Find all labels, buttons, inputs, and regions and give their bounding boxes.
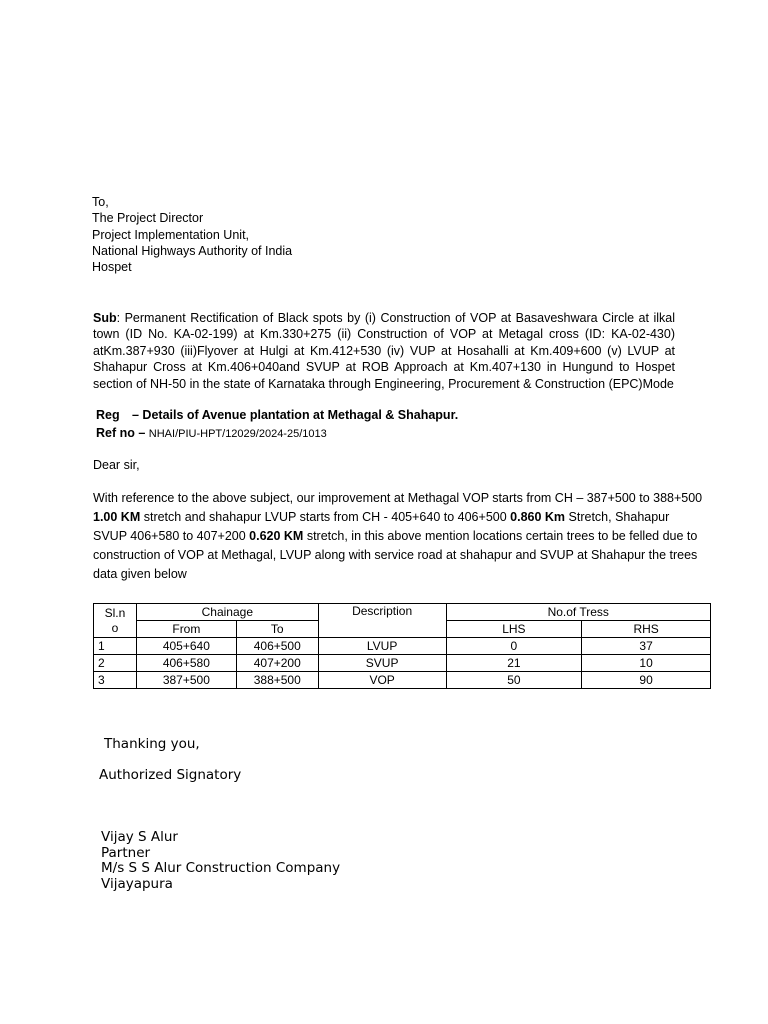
- reg-label: Reg: [96, 408, 120, 422]
- body-bold-1: 1.00 KM: [93, 510, 141, 524]
- header-chainage: Chainage: [136, 604, 318, 621]
- cell-desc: VOP: [318, 672, 446, 689]
- cell-rhs: 10: [582, 655, 711, 672]
- cell-to: 388+500: [236, 672, 318, 689]
- signatory-company: M/s S S Alur Construction Company: [101, 860, 341, 876]
- ref-value: NHAI/PIU-HPT/12029/2024-25/1013: [148, 428, 327, 440]
- header-lhs: LHS: [446, 621, 582, 638]
- address-line-2: Project Implementation Unit,: [92, 227, 250, 242]
- header-slno-a: Sl.n: [104, 605, 126, 620]
- address-line-1: The Project Director: [92, 211, 204, 226]
- body-text-3: Stretch, Shahapur SVUP 406+580 to 407+200: [93, 510, 670, 543]
- signatory-name: Vijay S Alur: [101, 829, 178, 845]
- header-slno: [94, 604, 137, 638]
- cell-lhs: 0: [446, 638, 582, 655]
- subject-label: Sub: [93, 311, 117, 325]
- body-paragraph: [93, 489, 703, 584]
- header-trees: No.of Tress: [446, 604, 710, 621]
- ref-label: Ref no –: [96, 426, 146, 440]
- address-to: To,: [92, 195, 109, 209]
- header-description: Description: [318, 604, 446, 638]
- header-from: From: [136, 621, 236, 638]
- authorized-signatory: Authorized Signatory: [99, 767, 242, 783]
- subject-text: : Permanent Rectification of Black spots by (i) Construction of VOP at Basaveshwara Circle at ilkal town (ID No. KA-02-199) at Km.330+275 (ii) Construction of VOP at Metagal cross (ID: KA-02-430) atKm.387+930 (iii)Flyover at Hulgi at Km.412+530 (iv) VUP at Hosahalli at Km.409+600 (v) LVUP at Shahapur Cross at Km.406+040and SVUP at ROB Approach at Km.407+130 in Hungund to Hospet section of NH-50 in the state of Karnataka through Engineering, Procurement & Construction (EPC)Mode: [93, 311, 675, 391]
- cell-to: 407+200: [236, 655, 318, 672]
- address-line-4: Hospet: [92, 260, 132, 275]
- body-bold-2: 0.860 Km: [510, 510, 566, 524]
- cell-to: 406+500: [236, 638, 318, 655]
- cell-lhs: 21: [446, 655, 582, 672]
- signatory-city: Vijayapura: [101, 875, 173, 892]
- signature-block: [101, 830, 340, 892]
- cell-from: 387+500: [136, 672, 236, 689]
- reg-text: – Details of Avenue plantation at Methagal & Shahapur.: [132, 408, 459, 422]
- signatory-title: Partner: [101, 844, 151, 861]
- table-header-row-1: [94, 604, 711, 621]
- reg-line: [96, 408, 458, 422]
- thanking-you: Thanking you,: [104, 736, 200, 752]
- cell-lhs: 50: [446, 672, 582, 689]
- body-text-2: stretch and shahapur LVUP starts from CH - 405+640 to 406+500: [140, 510, 511, 524]
- table-row: [94, 672, 711, 689]
- salutation: Dear sir,: [93, 458, 140, 472]
- cell-rhs: 90: [582, 672, 711, 689]
- table-row: [94, 655, 711, 672]
- body-bold-3: 0.620 KM: [249, 529, 304, 543]
- cell-from: 406+580: [136, 655, 236, 672]
- ref-line: [96, 426, 327, 440]
- subject-paragraph: [93, 310, 675, 392]
- cell-desc: SVUP: [318, 655, 446, 672]
- body-text-4: stretch, in this above mention locations certain trees to be felled due to construction of VOP at Methagal, LVUP along with service road at shahapur and SVUP at Shahapur the trees data given below: [93, 529, 698, 581]
- header-slno-b: o: [111, 620, 119, 635]
- body-text-1: With reference to the above subject, our improvement at Methagal VOP starts from CH – 387+500 to 388+500: [93, 491, 703, 505]
- cell-sl: 3: [94, 672, 137, 689]
- cell-sl: 1: [94, 638, 137, 655]
- address-line-3: National Highways Authority of India: [92, 243, 293, 258]
- table-row: [94, 638, 711, 655]
- cell-from: 405+640: [136, 638, 236, 655]
- cell-desc: LVUP: [318, 638, 446, 655]
- header-rhs: RHS: [582, 621, 711, 638]
- cell-rhs: 37: [582, 638, 711, 655]
- cell-sl: 2: [94, 655, 137, 672]
- recipient-address: [92, 194, 292, 275]
- trees-table: [93, 603, 711, 689]
- header-to: To: [236, 621, 318, 638]
